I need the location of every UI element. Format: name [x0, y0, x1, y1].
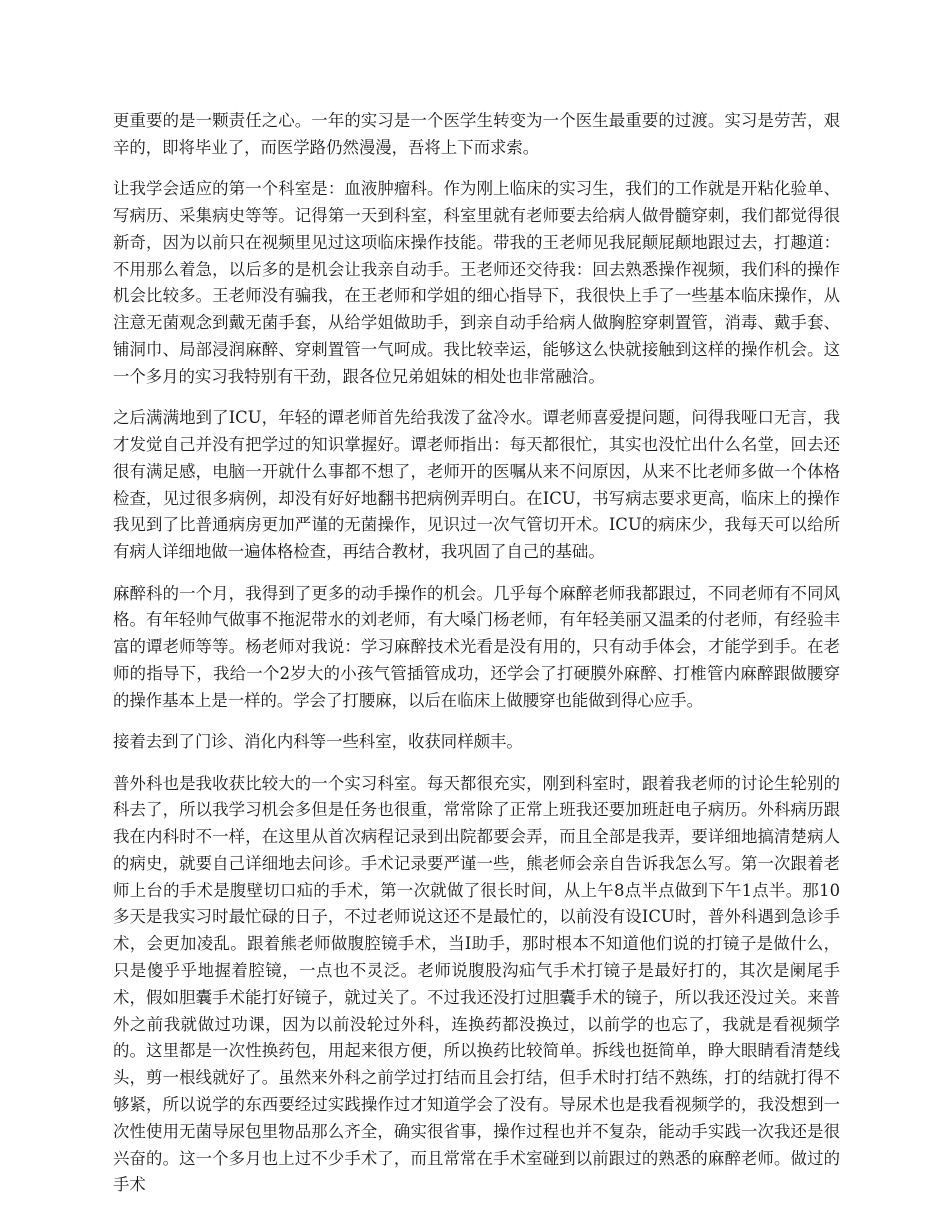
document-body: [113, 108, 840, 1214]
paragraph: 让我学会适应的第一个科室是：血液肿瘤科。作为刚上临床的实习生，我们的工作就是开粘化验单、写病历、采集病史等等。记得第一天到科室，科室里就有老师要去给病人做骨髓穿刺，我们都觉得很新奇，因为以前只在视频里见过这项临床操作技能。带我的王老师见我屁颠屁颠地跟过去，打趣道：不用那么着急，以后多的是机会让我亲自动手。王老师还交待我：回去熟悉操作视频，我们科的操作机会比较多。王老师没有骗我，在王老师和学姐的细心指导下，我很快上手了一些基本临床操作，从注意无菌观念到戴无菌手套，从给学姐做助手，到亲自动手给病人做胸腔穿刺置管，消毒、戴手套、铺洞巾、局部浸润麻醉、穿刺置管一气呵成。我比较幸运，能够这么快就接触到这样的操作机会。这一个多月的实习我特别有干劲，跟各位兄弟姐妹的相处也非常融洽。: [113, 179, 840, 386]
paragraph: 之后满满地到了ICU，年轻的谭老师首先给我泼了盆冷水。谭老师喜爱提问题，问得我哑口无言，我才发觉自己并没有把学过的知识掌握好。谭老师指出：每天都很忙，其实也没忙出什么名堂，回去还很有满足感，电脑一开就什么事都不想了，老师开的医嘱从来不问原因，从来不比老师多做一个体格检查，见过很多病例，却没有好好地翻书把病例弄明白。在ICU，书写病志要求更高，临床上的操作我见到了比普通病房更加严谨的无菌操作，见识过一次气管切开术。ICU的病床少，我每天可以给所有病人详细地做一遍体格检查，再结合教材，我巩固了自己的基础。: [113, 408, 840, 562]
paragraph: 普外科也是我收获比较大的一个实习科室。每天都很充实，刚到科室时，跟着我老师的讨论生轮别的科去了，所以我学习机会多但是任务也很重，常常除了正常上班我还要加班赶电子病历。外科病历跟我在内科时不一样，在这里从首次病程记录到出院都要会弄，而且全部是我弄，要详细地搞清楚病人的病史，就要自己详细地去问诊。手术记录要严谨一些，熊老师会亲自告诉我怎么写。第一次跟着老师上台的手术是腹壁切口疝的手术，第一次就做了很长时间，从上午8点半点做到下午1点半。那10多天是我实习时最忙碌的日子，不过老师说这还不是最忙的，以前没有设ICU时，普外科遇到急诊手术，会更加凌乱。跟着熊老师做腹腔镜手术，当I助手，那时根本不知道他们说的打镜子是做什么，只是傻乎乎地握着腔镜，一点也不灵泛。老师说腹股沟疝气手术打镜子是最好打的，其次是阑尾手术，假如胆囊手术能打好镜子，就过关了。不过我还没打过胆囊手术的镜子，所以我还没过关。来普外之前我就做过功课，因为以前没轮过外科，连换药都没换过，以前学的也忘了，我就是看视频学的。这里都是一次性换药包，用起来很方便，所以换药比较简单。拆线也挺简单，睁大眼睛看清楚线头，剪一根线就好了。虽然来外科之前学过打结而且会打结，但手术时打结不熟练，打的结就打得不够紧，所以说学的东西要经过实践操作过才知道学会了没有。导尿术也是我看视频学的，我没想到一次性使用无菌导尿包里物品那么齐全，确实很省事，操作过程也并不复杂，能动手实践一次我还是很兴奋的。这一个多月也上过不少手术了，而且常常在手术室碰到以前跟过的熟悉的麻醉老师。做过的手术: [113, 773, 840, 1195]
paragraph: 接着去到了门诊、消化内科等一些科室，收获同样颇丰。: [113, 732, 523, 752]
paragraph: 更重要的是一颗责任之心。一年的实习是一个医学生转变为一个医生最重要的过渡。实习是劳苦，艰辛的，即将毕业了，而医学路仍然漫漫，吾将上下而求索。: [113, 111, 840, 157]
paragraph: 麻醉科的一个月，我得到了更多的动手操作的机会。几乎每个麻醉老师我都跟过，不同老师有不同风格。有年轻帅气做事不拖泥带水的刘老师，有大嗓门杨老师，有年轻美丽又温柔的付老师，有经验丰富的谭老师等等。杨老师对我说：学习麻醉技术光看是没有用的，只有动手体会，才能学到手。在老师的指导下，我给一个2岁大的小孩气管插管成功，还学会了打硬膜外麻醉、打椎管内麻醉跟做腰穿的操作基本上是一样的。学会了打腰麻，以后在临床上做腰穿也能做到得心应手。: [113, 583, 840, 710]
